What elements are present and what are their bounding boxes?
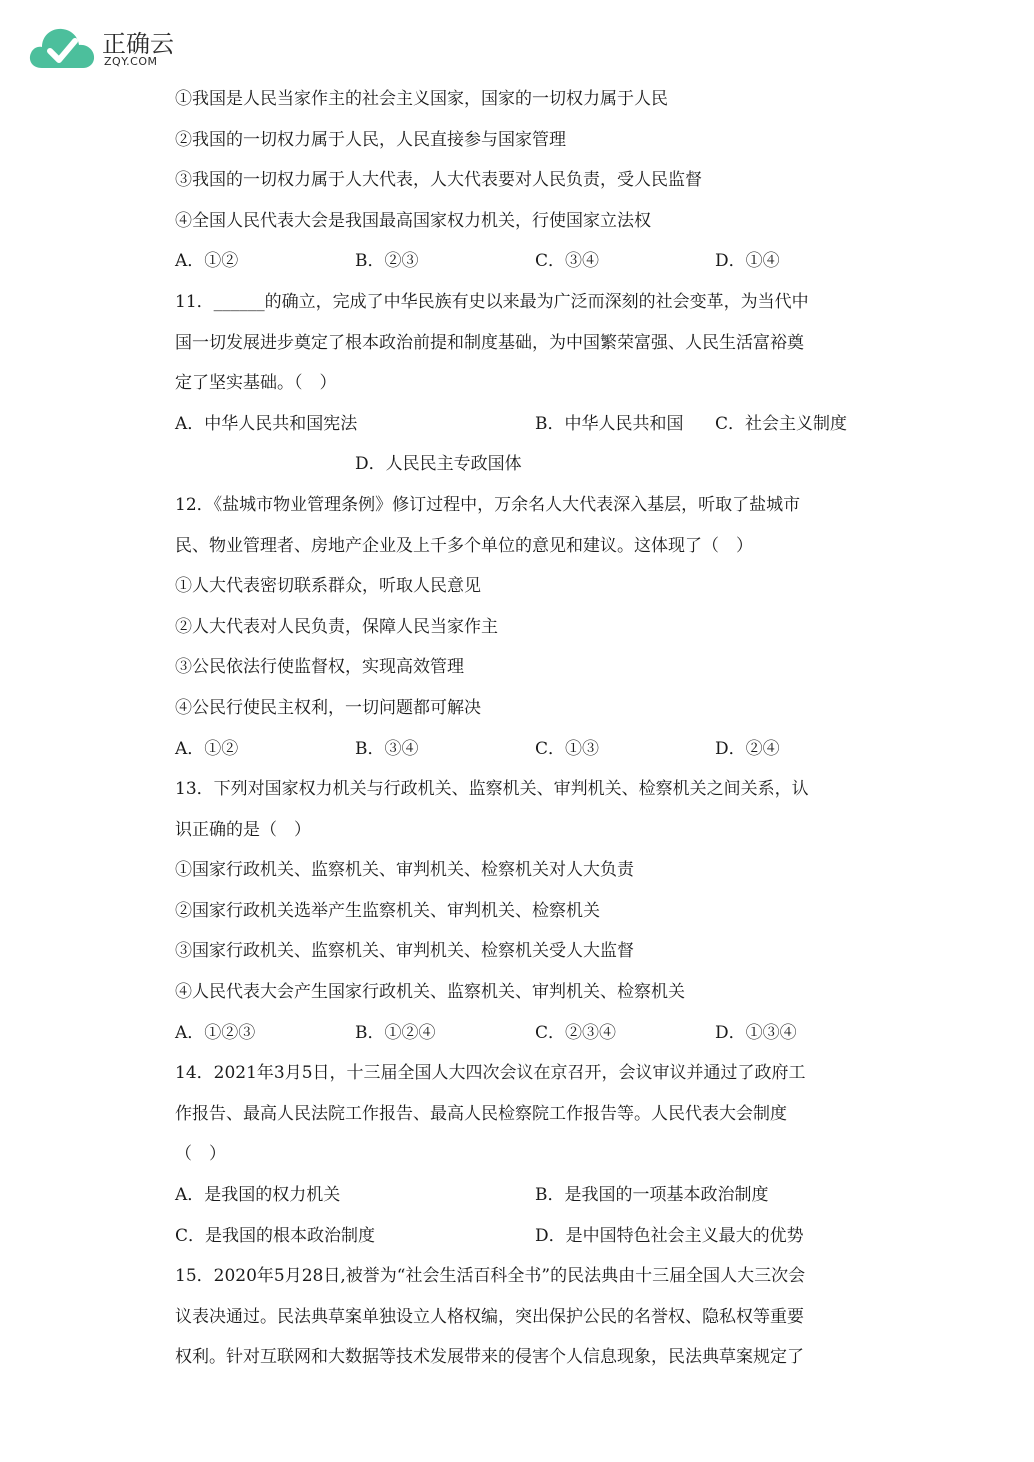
document-body [175, 84, 865, 1383]
option-a: A．①② [175, 251, 239, 272]
question-stem-line [175, 368, 865, 409]
answer-options [175, 1018, 865, 1059]
question-stem: 13．下列对国家权力机关与行政机关、监察机关、审判机关、检察机关之间关系，认 [175, 779, 809, 800]
option-d: D．①④ [715, 251, 780, 272]
zqy-logo [28, 22, 198, 74]
question-stem: 12．《盐城市物业管理条例》修订过程中，万余名人大代表深入基层，听取了盐城市 [175, 494, 801, 515]
statement-line [175, 165, 865, 206]
statement-line [175, 855, 865, 896]
question-stem-line [175, 531, 865, 572]
answer-options [175, 409, 865, 450]
statement: ③公民依法行使监督权，实现高效管理 [175, 657, 464, 678]
question-stem-line [175, 1099, 865, 1140]
option-b: B．②③ [355, 251, 419, 272]
option-d: D．是中国特色社会主义最大的优势 [535, 1225, 804, 1246]
question-stem: 民、物业管理者、房地产企业及上千多个单位的意见和建议。这体现了（ ） [175, 535, 753, 556]
option-b: B．①②④ [355, 1022, 436, 1043]
statement: ③国家行政机关、监察机关、审判机关、检察机关受人大监督 [175, 941, 634, 962]
cloud-check-icon [28, 22, 98, 74]
option-c: C．社会主义制度 [715, 413, 848, 434]
option-d: D．①③④ [715, 1022, 797, 1043]
question-stem: 识正确的是（ ） [175, 819, 311, 840]
option-b: B．中华人民共和国 [535, 413, 684, 434]
option-a: A．①②③ [175, 1022, 256, 1043]
question-stem-line [175, 1058, 865, 1099]
statement: ④全国人民代表大会是我国最高国家权力机关，行使国家立法权 [175, 210, 651, 231]
question-stem-line [175, 1139, 865, 1180]
option-c: C．③④ [535, 251, 600, 272]
statement-line [175, 896, 865, 937]
statement: ①国家行政机关、监察机关、审判机关、检察机关对人大负责 [175, 860, 634, 881]
option-a: A．是我国的权力机关 [175, 1185, 341, 1206]
statement: ④公民行使民主权利，一切问题都可解决 [175, 697, 481, 718]
answer-options [175, 1180, 865, 1221]
statement-line [175, 571, 865, 612]
answer-options [175, 246, 865, 287]
option-d: D．②④ [715, 738, 780, 759]
question-stem-line [175, 815, 865, 856]
statement-line [175, 936, 865, 977]
question-stem-line [175, 490, 865, 531]
answer-options [175, 449, 865, 490]
statement-line [175, 206, 865, 247]
option-c: C．是我国的根本政治制度 [175, 1225, 376, 1246]
question-stem: 11．______的确立，完成了中华民族有史以来最为广泛而深刻的社会变革，为当代中 [175, 291, 809, 312]
option-a: A．中华人民共和国宪法 [175, 413, 358, 434]
question-stem: 国一切发展进步奠定了根本政治前提和制度基础，为中国繁荣富强、人民生活富裕奠 [175, 332, 804, 353]
question-stem-line [175, 1261, 865, 1302]
statement-line [175, 612, 865, 653]
logo-domain: ZQY.COM [104, 55, 158, 68]
question-stem-line [175, 287, 865, 328]
answer-options [175, 734, 865, 775]
question-stem: 作报告、最高人民法院工作报告、最高人民检察院工作报告等。人民代表大会制度 [175, 1103, 787, 1124]
statement: ②人大代表对人民负责，保障人民当家作主 [175, 616, 498, 637]
statement: ②国家行政机关选举产生监察机关、审判机关、检察机关 [175, 900, 600, 921]
option-c: C．①③ [535, 738, 600, 759]
question-stem-line [175, 1342, 865, 1383]
option-a: A．①② [175, 738, 239, 759]
statement: ①我国是人民当家作主的社会主义国家，国家的一切权力属于人民 [175, 89, 668, 109]
question-stem: 权利。针对互联网和大数据等技术发展带来的侵害个人信息现象，民法典草案规定了 [175, 1347, 804, 1368]
statement: ④人民代表大会产生国家行政机关、监察机关、审判机关、检察机关 [175, 982, 685, 1003]
statement: ③我国的一切权力属于人大代表，人大代表要对人民负责，受人民监督 [175, 170, 702, 191]
statement-line [175, 977, 865, 1018]
question-stem-line [175, 328, 865, 369]
statement-line [175, 84, 865, 125]
question-stem: 14．2021年3月5日，十三届全国人大四次会议在京召开，会议审议并通过了政府工 [175, 1063, 806, 1084]
question-stem-line [175, 1302, 865, 1343]
question-stem-line [175, 774, 865, 815]
statement: ①人大代表密切联系群众，听取人民意见 [175, 576, 481, 597]
question-stem: 定了坚实基础。（ ） [175, 373, 337, 394]
question-stem: 议表决通过。民法典草案单独设立人格权编，突出保护公民的名誉权、隐私权等重要 [175, 1306, 804, 1327]
logo-text: 正确云 [102, 30, 174, 58]
question-stem: 15．2020年5月28日,被誉为“社会生活百科全书”的民法典由十三届全国人大三次会 [175, 1266, 806, 1287]
option-b: B．③④ [355, 738, 419, 759]
statement-line [175, 652, 865, 693]
answer-options [175, 1221, 865, 1262]
statement-line [175, 693, 865, 734]
option-b: B．是我国的一项基本政治制度 [535, 1185, 769, 1206]
option-d: D．人民民主专政国体 [355, 454, 522, 475]
statement: ②我国的一切权力属于人民，人民直接参与国家管理 [175, 129, 566, 150]
question-stem: （ ） [175, 1144, 226, 1165]
statement-line [175, 125, 865, 166]
option-c: C．②③④ [535, 1022, 617, 1043]
